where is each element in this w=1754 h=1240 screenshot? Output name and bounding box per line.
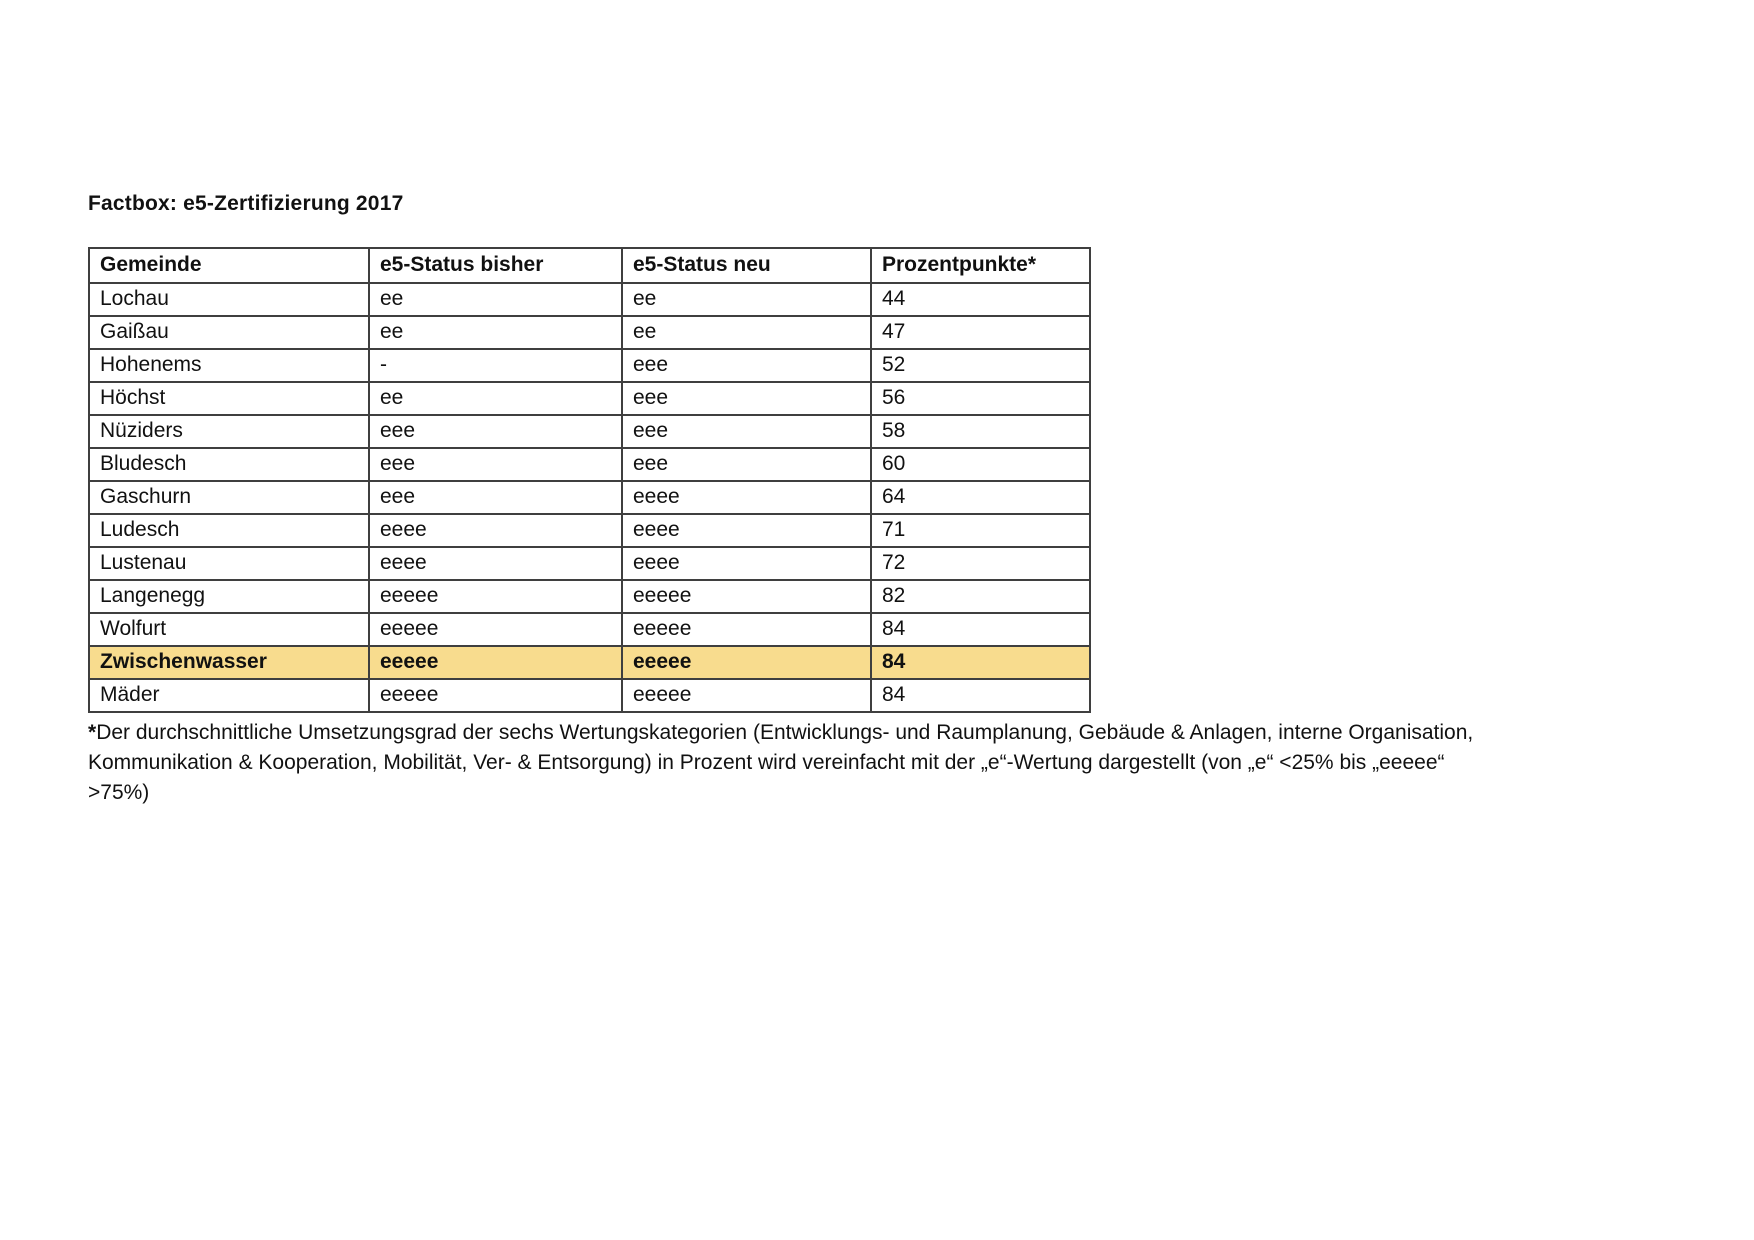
table-body (89, 283, 1090, 712)
cell-gemeinde: Zwischenwasser (89, 646, 369, 679)
cell-status_neu: eee (622, 382, 871, 415)
cell-status_neu: eeee (622, 547, 871, 580)
page-title: Factbox: e5-Zertifizierung 2017 (88, 192, 404, 215)
cell-gemeinde: Hohenems (89, 349, 369, 382)
cell-status_bisher: eee (369, 481, 622, 514)
table-row (89, 448, 1090, 481)
cell-prozentpunkte: 84 (871, 679, 1090, 712)
table-row (89, 349, 1090, 382)
table-row (89, 679, 1090, 712)
table-row (89, 481, 1090, 514)
cell-prozentpunkte: 58 (871, 415, 1090, 448)
column-header: Gemeinde (89, 248, 369, 283)
cell-gemeinde: Lustenau (89, 547, 369, 580)
cell-status_neu: ee (622, 283, 871, 316)
table-row (89, 580, 1090, 613)
table-row (89, 613, 1090, 646)
cell-gemeinde: Mäder (89, 679, 369, 712)
cell-gemeinde: Langenegg (89, 580, 369, 613)
cell-status_bisher: eeeee (369, 679, 622, 712)
cell-status_bisher: eeeee (369, 580, 622, 613)
cell-status_bisher: eee (369, 448, 622, 481)
cell-prozentpunkte: 84 (871, 613, 1090, 646)
cell-gemeinde: Bludesch (89, 448, 369, 481)
cell-prozentpunkte: 47 (871, 316, 1090, 349)
cell-status_bisher: ee (369, 382, 622, 415)
cell-prozentpunkte: 72 (871, 547, 1090, 580)
cell-status_neu: eee (622, 349, 871, 382)
footnote (88, 718, 1508, 808)
cell-status_neu: eeeee (622, 679, 871, 712)
cell-status_neu: eee (622, 415, 871, 448)
cell-status_neu: eeeee (622, 646, 871, 679)
cell-prozentpunkte: 56 (871, 382, 1090, 415)
cell-gemeinde: Lochau (89, 283, 369, 316)
table-header-row (89, 248, 1090, 283)
cell-prozentpunkte: 84 (871, 646, 1090, 679)
cell-status_bisher: - (369, 349, 622, 382)
cell-status_neu: eeee (622, 481, 871, 514)
cell-status_neu: eeeee (622, 613, 871, 646)
table-row (89, 382, 1090, 415)
table-row (89, 283, 1090, 316)
table-row (89, 514, 1090, 547)
cell-gemeinde: Höchst (89, 382, 369, 415)
cell-status_neu: eeeee (622, 580, 871, 613)
cell-gemeinde: Wolfurt (89, 613, 369, 646)
table-row (89, 547, 1090, 580)
cell-prozentpunkte: 44 (871, 283, 1090, 316)
cell-status_neu: eeee (622, 514, 871, 547)
cell-prozentpunkte: 64 (871, 481, 1090, 514)
cell-status_bisher: eeeee (369, 613, 622, 646)
cell-status_bisher: ee (369, 316, 622, 349)
table-row (89, 415, 1090, 448)
cell-prozentpunkte: 82 (871, 580, 1090, 613)
cell-gemeinde: Nüziders (89, 415, 369, 448)
cell-gemeinde: Gaschurn (89, 481, 369, 514)
cell-gemeinde: Gaißau (89, 316, 369, 349)
column-header: Prozentpunkte* (871, 248, 1090, 283)
cell-status_bisher: eee (369, 415, 622, 448)
cell-status_neu: eee (622, 448, 871, 481)
column-header: e5-Status neu (622, 248, 871, 283)
cell-status_bisher: ee (369, 283, 622, 316)
table-row-highlighted (89, 646, 1090, 679)
table-row (89, 316, 1090, 349)
cell-prozentpunkte: 52 (871, 349, 1090, 382)
cell-status_bisher: eeee (369, 547, 622, 580)
cell-status_bisher: eeee (369, 514, 622, 547)
cell-prozentpunkte: 60 (871, 448, 1090, 481)
footnote-text: Der durchschnittliche Umsetzungsgrad der sechs Wertungskategorien (Entwicklungs- und Raumplanung, Gebäude & Anlagen, interne Organisation, Kommunikation & Kooperation, Mobilität, Ver- & Entsorgung) in Prozent wird vereinfacht mit der „e“-Wertung dargestellt (von „e“ <25% bis „eeeee“ >75%) (88, 721, 1474, 804)
cell-status_neu: ee (622, 316, 871, 349)
column-header: e5-Status bisher (369, 248, 622, 283)
e5-certification-table (88, 247, 1091, 713)
cell-gemeinde: Ludesch (89, 514, 369, 547)
footnote-marker: * (88, 721, 97, 744)
cell-prozentpunkte: 71 (871, 514, 1090, 547)
cell-status_bisher: eeeee (369, 646, 622, 679)
